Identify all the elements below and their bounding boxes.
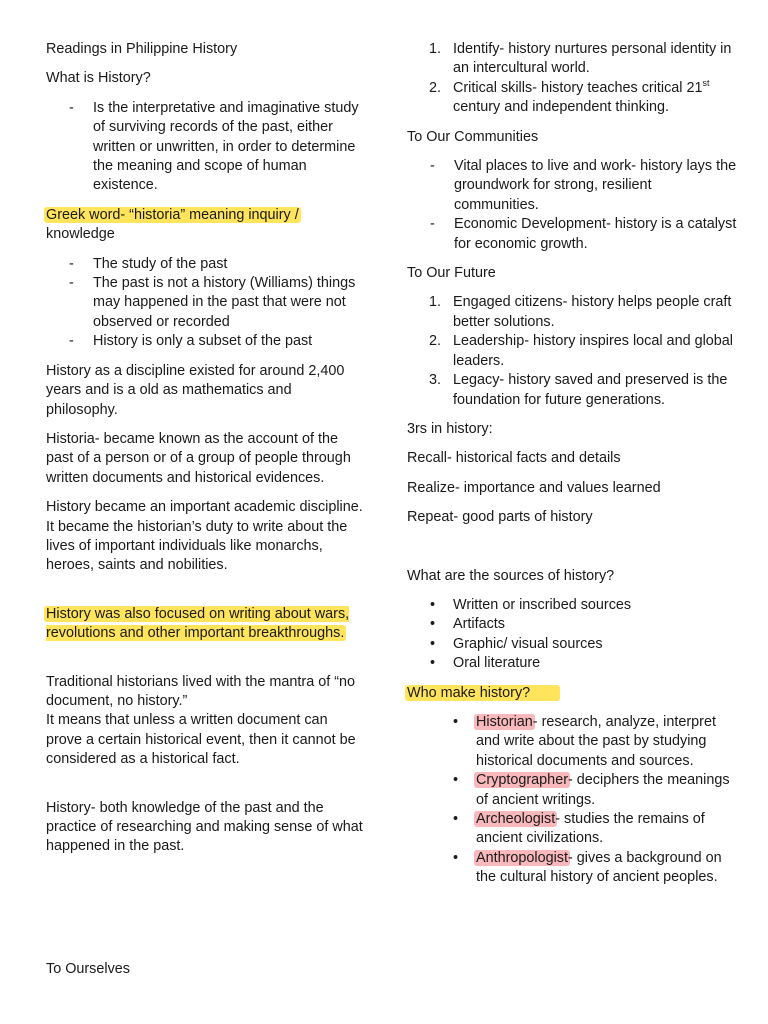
right-column bbox=[407, 40, 737, 888]
list-item: - Vital places to live and work- history lays the groundwork for strong, resilient communities. bbox=[430, 158, 737, 213]
repeat-line: Repeat- good parts of history bbox=[407, 509, 593, 526]
list-item: 1. Engaged citizens- history helps people craft better solutions. bbox=[429, 294, 732, 330]
list-item: - History is only a subset of the past bbox=[69, 333, 313, 350]
document-title: Readings in Philippine History bbox=[46, 41, 238, 57]
discipline-paragraph: History as a discipline existed for around 2,400 years and is a old as mathematics and philosophy. bbox=[46, 362, 345, 418]
ourselves-list bbox=[407, 40, 737, 118]
bullet-icon: • bbox=[430, 635, 436, 652]
future-list bbox=[407, 293, 737, 409]
makers-list bbox=[407, 713, 737, 888]
list-item: • Cryptographer- deciphers the meanings of ancient writings. bbox=[453, 772, 730, 808]
bullet-icon: • bbox=[453, 772, 459, 789]
heading-3rs: 3rs in history: bbox=[407, 420, 493, 437]
sources-list bbox=[407, 596, 737, 674]
list-item: 1. Identify- history nurtures personal identity in an intercultural world. bbox=[429, 41, 732, 77]
historia-paragraph: Historia- became known as the account of the past of a person or of a group of people through written documents and historical evidences. bbox=[46, 430, 351, 486]
list-item: - Is the interpretative and imaginative study of surviving records of the past, either written or unwritten, in order to determine the meaning and scope of human existence. bbox=[69, 99, 359, 194]
heading-sources: What are the sources of history? bbox=[407, 567, 615, 584]
greek-word-paragraph: Greek word- “historia” meaning inquiry / knowledge bbox=[46, 206, 299, 243]
mantra-paragraph: Traditional historians lived with the mantra of “no document, no history.” It means that unless a written document can prove a certain historical event, then it cannot be considered as a historical fact. bbox=[46, 673, 356, 768]
bullet-icon: • bbox=[453, 811, 459, 827]
list-item: • Anthropologist- gives a background on the cultural history of ancient peoples. bbox=[453, 849, 722, 886]
bullet-icon: • bbox=[430, 616, 436, 633]
heading-future: To Our Future bbox=[407, 265, 496, 282]
bullet-icon: • bbox=[430, 596, 436, 613]
list-item: - Economic Development- history is a catalyst for economic growth. bbox=[430, 216, 737, 252]
realize-line: Realize- importance and values learned bbox=[407, 479, 661, 496]
study-list bbox=[46, 255, 366, 352]
list-item: • Historian- research, analyze, interpret and write about the past by studying historical documents and sources. bbox=[453, 713, 716, 769]
list-item: - The past is not a history (Williams) things may happened in the past that were not observed or recorded bbox=[69, 275, 356, 330]
academic-paragraph: History became an important academic discipline. It became the historian’s duty to write about the lives of important individuals like monarchs, heroes, saints and nobilities. bbox=[46, 499, 363, 574]
highlight-yellow: History was also focused on writing about wars, revolutions and other important breakthroughs. bbox=[46, 605, 350, 642]
list-item: • Written or inscribed sources bbox=[407, 596, 737, 615]
list-item: • Oral literature bbox=[407, 654, 737, 673]
definition-list bbox=[46, 99, 366, 196]
highlight-red: Archeologist bbox=[476, 811, 556, 827]
heading-who-makes-history bbox=[407, 684, 737, 703]
knowledge-paragraph: History- both knowledge of the past and the practice of researching and making sense of what happened in the past. bbox=[46, 799, 363, 855]
list-item: • Archeologist- studies the remains of ancient civilizations. bbox=[453, 811, 705, 847]
list-item: 2. Critical skills- history teaches critical 21st century and independent thinking. bbox=[429, 78, 710, 116]
recall-line: Recall- historical facts and details bbox=[407, 450, 621, 467]
highlight-red: Cryptographer bbox=[476, 772, 568, 789]
highlight-yellow: Who make history? bbox=[405, 685, 560, 701]
highlight-yellow: Greek word- “historia” meaning inquiry / bbox=[46, 206, 299, 223]
list-item: - The study of the past bbox=[69, 255, 228, 272]
highlight-red: Anthropologist bbox=[476, 849, 569, 866]
bullet-icon: • bbox=[453, 713, 459, 730]
highlight-red: Historian bbox=[476, 713, 533, 730]
heading-communities: To Our Communities bbox=[407, 128, 539, 145]
list-item: • Graphic/ visual sources bbox=[407, 635, 737, 654]
heading-to-ourselves: To Ourselves bbox=[46, 961, 130, 977]
left-column bbox=[46, 40, 366, 977]
list-item: • Artifacts bbox=[407, 615, 737, 634]
bullet-icon: • bbox=[453, 849, 459, 866]
communities-list bbox=[407, 157, 737, 254]
list-item: 2. Leadership- history inspires local and global leaders. bbox=[429, 333, 733, 369]
bullet-icon: • bbox=[430, 655, 436, 672]
heading-what-is-history: What is History? bbox=[46, 70, 151, 87]
list-item: 3. Legacy- history saved and preserved is the foundation for future generations. bbox=[429, 372, 728, 408]
focused-paragraph bbox=[46, 605, 366, 644]
